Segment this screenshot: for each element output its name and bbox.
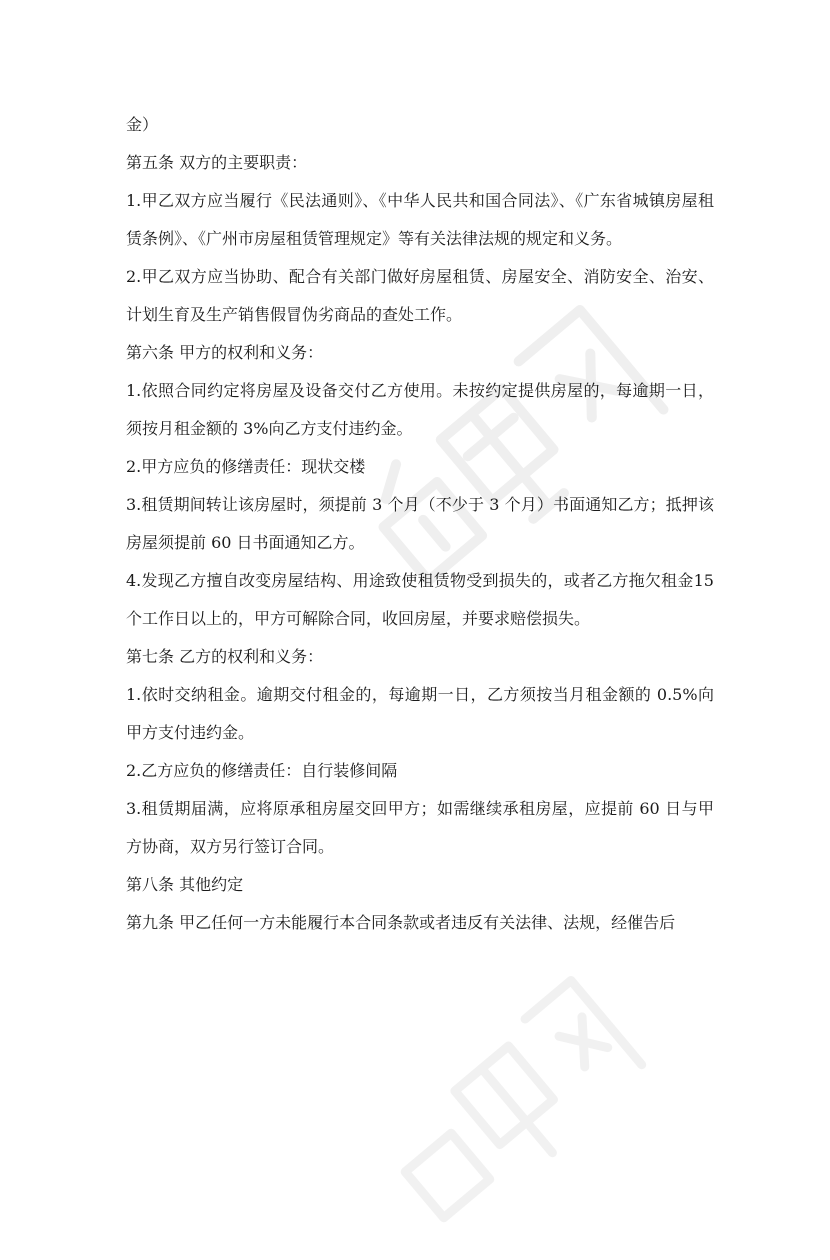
article-6-item-4: 4.发现乙方擅自改变房屋结构、用途致使租赁物受到损失的，或者乙方拖欠租金15 个工作日以上的，甲方可解除合同，收回房屋，并要求赔偿损失。 [126, 571, 714, 628]
article-5-heading: 第五条 双方的主要职责： [126, 153, 308, 172]
article-8-heading: 第八条 其他约定 [126, 875, 244, 894]
article-7-heading: 第七条 乙方的权利和义务： [126, 647, 324, 666]
article-6-item-1: 1.依照合同约定将房屋及设备交付乙方使用。未按约定提供房屋的，每逾期一日，须按月租金额的 3%向乙方支付违约金。 [126, 381, 714, 438]
document-body [126, 106, 714, 942]
article-5-item-2: 2.甲乙双方应当协助、配合有关部门做好房屋租赁、房屋安全、消防安全、治安、计划生育及生产销售假冒伪劣商品的查处工作。 [126, 267, 714, 324]
article-7-item-1: 1.依时交纳租金。逾期交付租金的，每逾期一日，乙方须按当月租金额的 0.5%向甲方支付违约金。 [126, 685, 714, 742]
article-6-item-3: 3.租赁期间转让该房屋时，须提前 3 个月（不少于 3 个月）书面通知乙方；抵押该房屋须提前 60 日书面通知乙方。 [126, 495, 714, 552]
article-9-heading: 第九条 甲乙任何一方未能履行本合同条款或者违反有关法律、法规，经催告后 [126, 913, 676, 932]
paragraph-continuation: 金） [126, 115, 159, 134]
article-6-heading: 第六条 甲方的权利和义务： [126, 343, 324, 362]
article-7-item-2: 2.乙方应负的修缮责任：自行装修间隔 [126, 761, 398, 780]
watermark-logo-lower [360, 960, 660, 1260]
article-6-item-2: 2.甲方应负的修缮责任：现状交楼 [126, 457, 366, 476]
article-7-item-3: 3.租赁期届满，应将原承租房屋交回甲方；如需继续承租房屋，应提前 60 日与甲方协商，双方另行签订合同。 [126, 799, 714, 856]
article-5-item-1: 1.甲乙双方应当履行《民法通则》、《中华人民共和国合同法》、《广东省城镇房屋租赁条例》、《广州市房屋租赁管理规定》等有关法律法规的规定和义务。 [126, 191, 714, 248]
